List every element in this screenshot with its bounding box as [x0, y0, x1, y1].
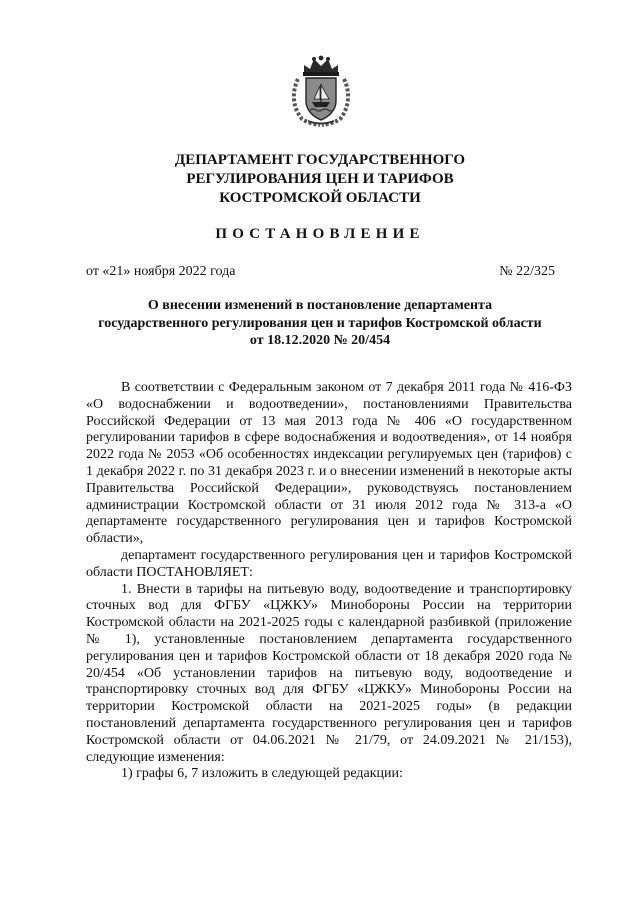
document-subject: [0, 297, 640, 350]
body-paragraph: В соответствии с Федеральным законом от 7 декабря 2011 года № 416-ФЗ «О водоснабжении и водоотведении», постановлениями Правительства Российской Федерации от 13 мая 2013 года № 406 «О государственном регулировании тарифов в сфере водоснабжения и водоотведения», от 14 ноября 2022 года № 2053 «Об особенностях индексации регулируемых цен (тарифов) с 1 декабря 2022 г. по 31 декабря 2023 г. и о внесении изменений в некоторые акты Правительства Российской Федерации», руководствуясь постановлением администрации Костромской области от 31 июля 2012 года № 313-а «О департаменте государственного регулирования цен и тарифов Костромской области»,: [86, 380, 572, 547]
body-paragraph: 1. Внести в тарифы на питьевую воду, водоотведение и транспортировку сточных вод для ФГБУ «ЦЖКУ» Минобороны России на территории Костромской области на 2021-2025 годы с календарной разбивкой (приложение № 1), установленные постановлением департамента государственного регулирования цен и тарифов Костромской области от 18 декабря 2020 года № 20/454 «Об установлении тарифов на питьевую воду, водоотведение и транспортировку сточных вод для ФГБУ «ЦЖКУ» Минобороны России на территории Костромской области на 2021-2025 годы» (в редакции постановлений департамента государственного регулирования цен и тарифов Костромской области от 04.06.2021 № 21/79, от 24.09.2021 № 21/153), следующие изменения:: [86, 581, 572, 765]
department-line: КОСТРОМСКОЙ ОБЛАСТИ: [219, 190, 421, 206]
document-number: № 22/325: [499, 264, 555, 279]
body-paragraph: 1) графы 6, 7 изложить в следующей редакции:: [121, 766, 403, 782]
subject-line: О внесении изменений в постановление департамента: [147, 298, 493, 313]
subject-line: от 18.12.2020 № 20/454: [249, 333, 391, 348]
subject-line: государственного регулирования цен и тарифов Костромской области: [98, 315, 542, 331]
department-line: РЕГУЛИРОВАНИЯ ЦЕН И ТАРИФОВ: [186, 171, 454, 187]
document-date: от «21» ноября 2022 года: [86, 264, 236, 279]
body-paragraph: департамент государственного регулирования цен и тарифов Костромской области ПОСТАНОВЛЯЕТ:: [86, 547, 572, 580]
document-type-title: ПОСТАНОВЛЕНИЕ: [215, 226, 425, 242]
document-body: [86, 380, 572, 783]
department-line: ДЕПАРТАМЕНТ ГОСУДАРСТВЕННОГО: [174, 152, 466, 168]
coat-of-arms-icon: [290, 55, 352, 127]
department-name: [0, 151, 640, 208]
